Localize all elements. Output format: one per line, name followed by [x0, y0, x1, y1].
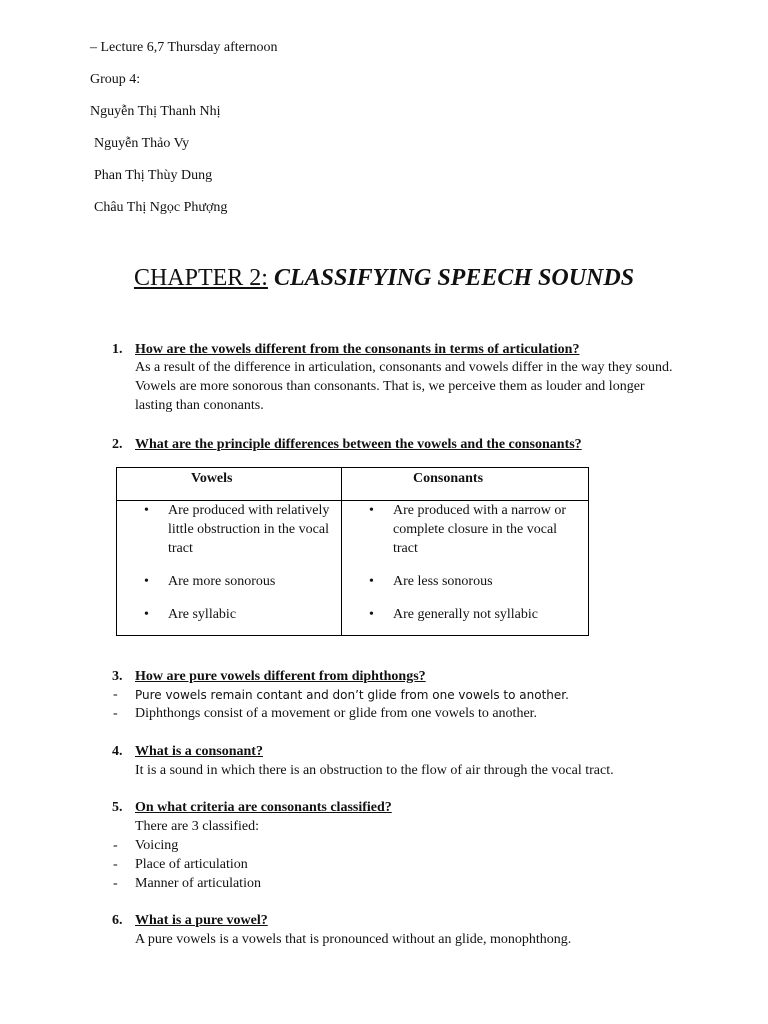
member-name: Nguyễn Thị Thanh Nhị: [90, 104, 221, 119]
dash-marker: -: [113, 857, 118, 872]
bullet-icon: •: [369, 503, 374, 518]
table-header-consonants: Consonants: [342, 468, 589, 501]
question-heading: How are the vowels different from the consonants in terms of articulation?: [135, 342, 580, 357]
question-number: 2.: [112, 437, 123, 452]
question-heading: What is a consonant?: [135, 744, 263, 759]
list-item: Voicing: [135, 838, 179, 853]
list-item: • Are less sonorous: [369, 574, 493, 589]
question-number: 4.: [112, 744, 123, 759]
question-number: 5.: [112, 800, 123, 815]
answer-line: As a result of the difference in articulation, consonants and vowels differ in the way they sound.: [135, 360, 673, 375]
question-heading: What is a pure vowel?: [135, 913, 268, 928]
dash-marker: -: [113, 706, 118, 721]
answer-line: It is a sound in which there is an obstruction to the flow of air through the vocal tract.: [135, 763, 614, 778]
table-header-vowels: Vowels: [117, 468, 342, 501]
chapter-heading: [0, 263, 768, 293]
list-item: Manner of articulation: [135, 876, 261, 891]
question-heading: How are pure vowels different from diphthongs?: [135, 669, 426, 684]
answer-line: There are 3 classified:: [135, 819, 259, 834]
comparison-table: [116, 467, 589, 636]
list-item: • Are more sonorous: [144, 574, 276, 589]
list-item: • Are produced with relatively little obstruction in the vocal tract: [144, 503, 330, 556]
bullet-icon: •: [144, 607, 149, 622]
question-heading: What are the principle differences between the vowels and the consonants?: [135, 437, 582, 452]
lecture-line: – Lecture 6,7 Thursday afternoon: [90, 40, 278, 55]
bullet-icon: •: [144, 503, 149, 518]
bullet-icon: •: [369, 574, 374, 589]
list-item: • Are generally not syllabic: [369, 607, 539, 622]
member-name: Phan Thị Thùy Dung: [94, 168, 213, 183]
dash-marker: -: [113, 876, 118, 891]
dash-marker: -: [113, 687, 118, 702]
question-number: 6.: [112, 913, 123, 928]
bullet-icon: •: [144, 574, 149, 589]
chapter-title: CLASSIFYING SPEECH SOUNDS: [273, 265, 635, 291]
chapter-number: CHAPTER 2:: [133, 265, 268, 291]
question-number: 1.: [112, 342, 123, 357]
answer-line: Vowels are more sonorous than consonants. That is, we perceive them as louder and longer: [135, 379, 645, 394]
question-heading: On what criteria are consonants classified?: [135, 800, 392, 815]
member-name: Châu Thị Ngọc Phượng: [94, 200, 228, 215]
table-cell-vowels: [117, 501, 342, 636]
list-item: • Are produced with a narrow or complete closure in the vocal tract: [369, 503, 566, 556]
answer-line: Pure vowels remain contant and don’t glide from one vowels to another.: [135, 688, 569, 702]
member-name: Nguyễn Thảo Vy: [94, 136, 190, 151]
bullet-icon: •: [369, 607, 374, 622]
list-item: Place of articulation: [135, 857, 248, 872]
answer-line: A pure vowels is a vowels that is pronounced without an glide, monophthong.: [135, 932, 572, 947]
dash-marker: -: [113, 838, 118, 853]
table-row: [117, 501, 589, 636]
answer-line: Diphthongs consist of a movement or glide from one vowels to another.: [135, 706, 538, 721]
question-number: 3.: [112, 669, 123, 684]
list-item: • Are syllabic: [144, 607, 237, 622]
group-label: Group 4:: [90, 72, 141, 87]
answer-line: lasting than cononants.: [135, 398, 264, 413]
table-header-row: [117, 468, 589, 501]
table-cell-consonants: [342, 501, 589, 636]
